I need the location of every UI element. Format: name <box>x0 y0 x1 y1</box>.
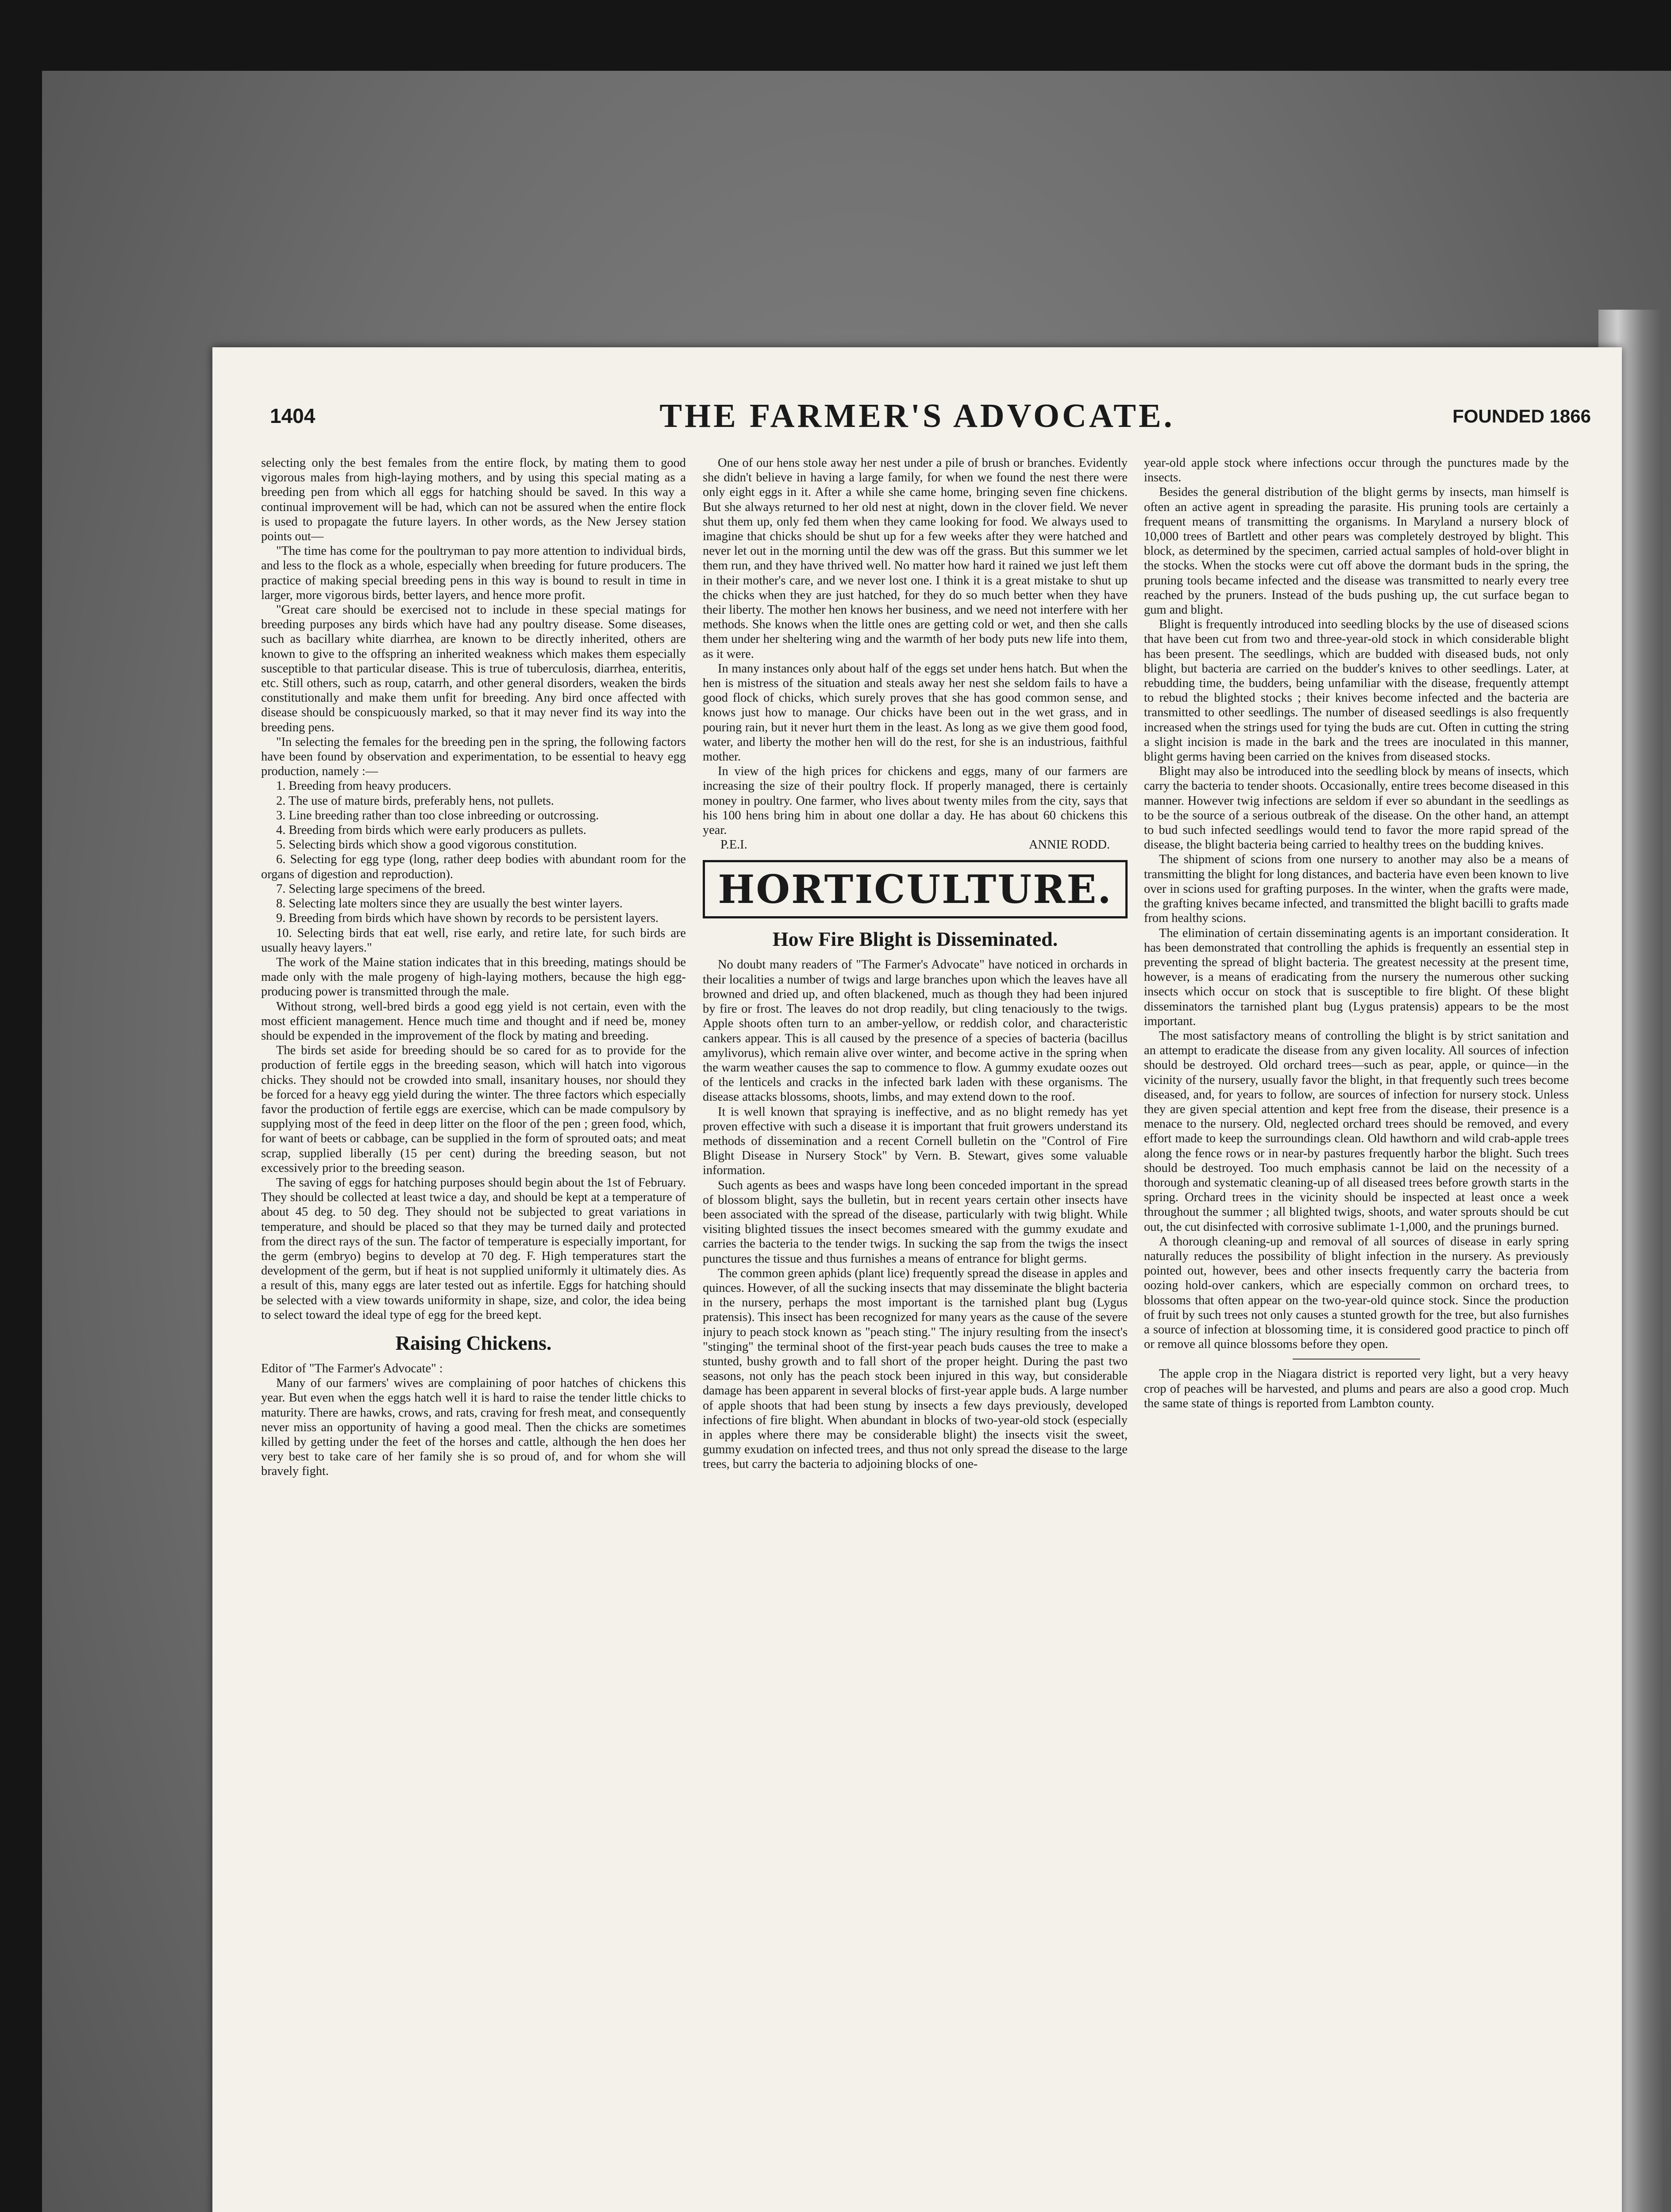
article-paragraph: The elimination of certain disseminating agents is an important consideration. It has been demonstrated that controlling the aphids is frequently an essential step in preventing the spread of blight bacteria. The greatest necessity at the present time, however, is a means of eradicating from the nursery the numerous other sucking insects which occur on stock that is susceptible to fire blight. Of these blight disseminators the tarnished plant bug (Lygus pratensis) appears to be the most important. <box>1144 926 1569 1028</box>
page-number: 1404 <box>270 404 316 427</box>
article-headline: How Fire Blight is Disseminated. <box>772 928 1058 951</box>
article-paragraph: Editor of "The Farmer's Advocate" : <box>261 1361 443 1375</box>
section-banner: HORTICULTURE. <box>703 860 1128 918</box>
article-paragraph: selecting only the best females from the entire flock, by mating them to good vigorous males from high-laying mothers, and by using this special mating as a breeding pen from which all eggs for hatching should be saved. In this way a continual improvement will be had, which can not be assured when the entire flock is used to propagate the future layers. In other words, as the New Jersey station points out— <box>261 456 686 544</box>
column-2 <box>703 456 1128 2212</box>
article-paragraph: 6. Selecting for egg type (long, rather deep bodies with abundant room for the organs of digestion and reproduction). <box>261 853 686 881</box>
article-paragraph: 10. Selecting birds that eat well, rise early, and retire late, for such birds are usually heavy layers." <box>261 926 686 955</box>
article-paragraph: In view of the high prices for chickens and eggs, many of our farmers are increasing the size of their poultry flock. If properly managed, there is certainly money in poultry. One farmer, who lives about twenty miles from the city, says that his 100 hens bring him in about one dollar a day. He has about 60 chickens this year. <box>703 764 1128 837</box>
newspaper-page <box>212 347 1622 2212</box>
article-paragraph: The shipment of scions from one nursery to another may also be a means of transmitting the blight for long distances, and bacteria have even been known to live over in scions used for grafting purposes. In the winter, when the grafts were made, the grafting knives became infected, and transmitted the blight bacilli to grafts made from healthy scions. <box>1144 853 1569 926</box>
article-paragraph: Blight is frequently introduced into seedling blocks by the use of diseased scions that have been cut from two and three-year-old stock in which considerable blight has been present. The seedlings, which are budded with diseased buds, not only blight, but bacteria are carried on the budder's knives to other seedlings. Later, at rebudding time, the budders, being unfamiliar with the disease, frequently attempt to rebud the blighted stocks ; their knives become infected and the bacteria are transmitted to other seedlings. The number of diseased seedlings is also frequently increased when the strings used for tying the buds are cut. Often in cutting the string a slight incision is made in the bark and the trees are inoculated in this manner, blight germs having been carried on the knives from diseased stocks. <box>1144 618 1569 764</box>
article-paragraph: 5. Selecting birds which show a good vigorous constitution. <box>276 838 577 852</box>
article-paragraph: The saving of eggs for hatching purposes should begin about the 1st of February. They should be collected at least twice a day, and should be kept at a temperature of about 45 deg. to 50 deg. They should not be subjected to great variations in temperature, and should be placed so that they may be turned daily and protected from the direct rays of the sun. The factor of temperature is especially important, for the germ (embryo) begins to develop at 70 deg. F. High temperatures start the development of the germ, but if heat is not supplied uniformly it ultimately dies. As a result of this, many eggs are later tested out as infertile. Eggs for hatching should be selected with a view towards uniformity in shape, size, and color, the idea being to select toward the ideal type of egg for the breed kept. <box>261 1175 686 1322</box>
article-paragraph: One of our hens stole away her nest under a pile of brush or branches. Evidently she didn't believe in having a large family, for when we found the nest there were only eight eggs in it. After a while she came home, bringing seven fine chickens. But she always returned to her old nest at night, down in the clover field. We never shut them up, only fed them when they came looking for food. We always used to imagine that chicks should be shut up for a few weeks after they were hatched and never let out in the morning until the dew was off the grass. But this summer we let them run, and they have thrived well. No matter how hard it rained we just left them in their mother's care, and we never lost one. I think it is a great mistake to shut up the chicks when they are just hatched, for they do so much better when they have their liberty. The mother hen knows her business, and we need not interfere with her methods. She knows when the little ones are getting cold or wet, and then she calls them under her sheltering wing and the warmth of her body puts new life into them, as it were. <box>703 456 1128 661</box>
article-paragraph: 4. Breeding from birds which were early producers as pullets. <box>276 823 586 837</box>
masthead <box>212 347 1622 440</box>
article-paragraph: 1. Breeding from heavy producers. <box>276 779 451 793</box>
article-paragraph: 7. Selecting large specimens of the breed. <box>276 882 485 896</box>
column-3 <box>1144 456 1569 2212</box>
article-paragraph: The most satisfactory means of controlling the blight is by strict sanitation and an attempt to eradicate the disease from any given locality. All sources of infection should be destroyed. Old orchard trees—such as pear, apple, or quince—in the vicinity of the nursery, usually favor the blight, in that frequently such trees become diseased, and, for years to follow, are sources of infection for nursery stock. Unless they are given special attention and kept free from the disease, their presence is a menace to the nursery. Old, neglected orchard trees should be removed, and every effort made to keep the surroundings clean. Old hawthorn and wild crab-apple trees along the fence rows or in near-by pastures frequently harbor the blight. Such trees should be destroyed. Too much emphasis cannot be laid on the necessity of a thorough and systematic cleaning-up of all diseased trees before growth starts in the spring. Orchard trees in the vicinity should be inspected at least once a week throughout the summer ; all blighted twigs, shoots, and water sprouts should be cut out, the cut disinfected with corrosive sublimate 1-1,000, and the prunings burned. <box>1144 1029 1569 1234</box>
article-paragraph: "Great care should be exercised not to include in these special matings for breeding purposes any birds which have had any poultry disease. Some diseases, such as bacillary white diarrhea, are known to be directly inherited, others are known to give to the offspring an inherited weakness which makes them especially susceptible to that particular disease. This is true of tuberculosis, diarrhea, enteritis, etc. Still others, such as roup, catarrh, and other general disorders, weaken the birds constitutionally and make them unfit for breeding. Any bird once affected with disease should be conspicuously marked, so that it may never find its way into the breeding pens. <box>261 603 686 734</box>
signature-location: P.E.I. <box>720 838 747 852</box>
article-paragraph: Without strong, well-bred birds a good egg yield is not certain, even with the most efficient management. Hence much time and thought and if need be, money should be expended in the improvement of the flock by mating and breeding. <box>261 999 686 1043</box>
article-paragraph: Many of our farmers' wives are complaining of poor hatches of chickens this year. But even when the eggs hatch well it is hard to raise the tender little chicks to maturity. There are hawks, crows, and rats, craving for fresh meat, and consequently never miss an opportunity of having a good meal. Then the chicks are sometimes killed by getting under the feet of the horses and cattle, although the hen does her very best to take care of her family she is so proud of, and for whom she will bravely fight. <box>261 1376 686 1479</box>
signature-author: ANNIE RODD. <box>1029 838 1110 852</box>
article-paragraph: 9. Breeding from birds which have shown by records to be persistent layers. <box>276 911 659 926</box>
article-paragraph: It is well known that spraying is ineffective, and as no blight remedy has yet proven effective with such a disease it is important that fruit growers understand its methods of dissemination and a recent Cornell bulletin on the "Control of Fire Blight Disease in Nursery Stock" by Vern. B. Stewart, gives some valuable information. <box>703 1105 1128 1178</box>
article-paragraph: The common green aphids (plant lice) frequently spread the disease in apples and quinces. However, of all the sucking insects that may disseminate the blight bacteria in the nursery, perhaps the most important is the tarnished plant bug (Lygus pratensis). This insect has been recognized for many years as the cause of the severe injury to peach stock known as "peach sting." The injury resulting from the insect's "stinging" the terminal shoot of the first-year peach buds causes the tree to make a stunted, bushy growth and to fall short of the proper height. During the past two seasons, not only has the peach stock been injured in this way, but considerable damage has been apparent in several blocks of first-year apple buds. A large number of apple shoots that had been stung by insects a few days previously, developed infections of fire blight. When abundant in blocks of two-year-old stock (especially in apples where there may be considerable blight) the insects visit the sweet, gummy exudation on infected trees, and thus not only spread the disease to the large trees, but carry the bacteria to adjoining blocks of one- <box>703 1266 1128 1471</box>
article-paragraph: A thorough cleaning-up and removal of all sources of disease in early spring naturally reduces the possibility of blight infection in the nursery. As previously pointed out, however, bees and other insects frequently carry the bacteria from oozing hold-over cankers, which are especially common on orchard trees, to blossoms that often appear on the two-year-old quince stock. Since the production of fruit by such trees not only causes a stunted growth for the tree, but also furnishes a source of infection at blossoming time, it is considered good practice to pinch off or remove all quince blossoms before they open. <box>1144 1234 1569 1352</box>
publication-title: THE FARMER'S ADVOCATE. <box>659 397 1175 434</box>
article-paragraph: "In selecting the females for the breeding pen in the spring, the following factors have been found by observation and experimentation, to be essential to heavy egg production, namely :— <box>261 735 686 779</box>
article-paragraph: 3. Line breeding rather than too close inbreeding or outcrossing. <box>276 808 599 822</box>
article-paragraph: In many instances only about half of the eggs set under hens hatch. But when the hen is mistress of the situation and steals away her nest she seldom fails to have a good flock of chicks, which surely proves that she has good common sense, and knows just how to manage. Our chicks have been out in the wet grass, and in pouring rain, but it never hurt them in the least. As long as we give them good food, water, and liberty the mother hen will do the rest, for she is an industrious, faithful mother. <box>703 661 1128 764</box>
article-paragraph: The apple crop in the Niagara district is reported very light, but a very heavy crop of peaches will be harvested, and plums and pears are also a good crop. Much the same state of things is reported from Lambton county. <box>1144 1367 1569 1410</box>
article-paragraph: Blight may also be introduced into the seedling block by means of insects, which carry the bacteria to tender shoots. Occasionally, entire trees become diseased in this manner. However twig infections are seldom if ever so abundant in the seedlings as to be the source of a serious outbreak of the disease. On the other hand, an attempt to bud such infected seedlings would tend to favor the more rapid spread of the disease, the blight bacteria being carried to healthy trees on the budding knives. <box>1144 764 1569 852</box>
article-headline: Raising Chickens. <box>395 1331 552 1354</box>
article-paragraph: 2. The use of mature birds, preferably hens, not pullets. <box>276 794 554 808</box>
article-paragraph: Such agents as bees and wasps have long been conceded important in the spread of blossom blight, says the bulletin, but in recent years certain other insects have been associated with the spread of the disease, particularly with twig blight. While visiting blighted tissues the insect becomes smeared with the gummy exudate and carries the bacteria to the tender twigs. In sucking the sap from the twigs the insect punctures the tissue and thus furnishes a means of entrance for blight germs. <box>703 1178 1128 1266</box>
article-paragraph: No doubt many readers of "The Farmer's Advocate" have noticed in orchards in their localities a number of twigs and large branches upon which the leaves have all browned and dried up, and often blackened, much as though they had been injured by fire or frost. The leaves do not drop readily, but cling tenaciously to the twigs. Apple shoots often turn to an amber-yellow, or reddish color, and characteristic cankers appear. This is all caused by the presence of a species of bacteria (bacillus amylivorus), which remain alive over winter, and become active in the spring when the warm weather causes the sap to commence to flow. A gummy exudate oozes out of the lenticels and cracks in the infected bark laden with these organisms. The disease attacks blossoms, shoots, limbs, and may extend down to the roof. <box>703 958 1128 1104</box>
letter-signature <box>703 837 1128 852</box>
article-paragraph: "The time has come for the poultryman to pay more attention to individual birds, and less to the flock as a whole, especially when breeding for future producers. The practice of making special breeding pens in this way is bound to result in time in larger, more vigorous birds, better layers, and hence more profit. <box>261 544 686 602</box>
article-paragraph: year-old apple stock where infections occur through the punctures made by the insects. <box>1144 456 1569 485</box>
article-paragraph: The birds set aside for breeding should be so cared for as to provide for the production of fertile eggs in the breeding season, which will hatch into vigorous chicks. They should not be crowded into small, insanitary houses, nor should they be forced for a heavy egg yield during the winter. The three factors which especially favor the production of fertile eggs are exercise, which can be made compulsory by supplying most of the feed in deep litter on the floor of the pen ; green food, which, for want of beets or cabbage, can be supplied in the form of sprouted oats; and meat scrap, supplied liberally (15 per cent) during the breeding season, but not excessively prior to the breeding season. <box>261 1044 686 1175</box>
column-1 <box>261 456 686 2212</box>
article-paragraph: 8. Selecting late molters since they are usually the best winter layers. <box>276 897 623 911</box>
article-paragraph: The work of the Maine station indicates that in this breeding, matings should be made only with the male progeny of high-laying mothers, because the high egg-producing power is transmitted through the male. <box>261 955 686 999</box>
founded-label: FOUNDED 1866 <box>1452 406 1591 426</box>
article-paragraph: Besides the general distribution of the blight germs by insects, man himself is often an active agent in spreading the parasite. His pruning tools are certainly a frequent means of transmitting the organisms. In Maryland a nursery block of 10,000 trees of Bartlett and other pears was completely destroyed by blight. This block, as determined by the specimen, carried actual samples of hold-over blight in the stocks. When the stocks were cut off above the dormant buds in the spring, the pruning tools became infected and the disease was transmitted to nearly every tree reached by the pruners. Instead of the buds pushing up, the cut surface began to gum and blight. <box>1144 485 1569 617</box>
